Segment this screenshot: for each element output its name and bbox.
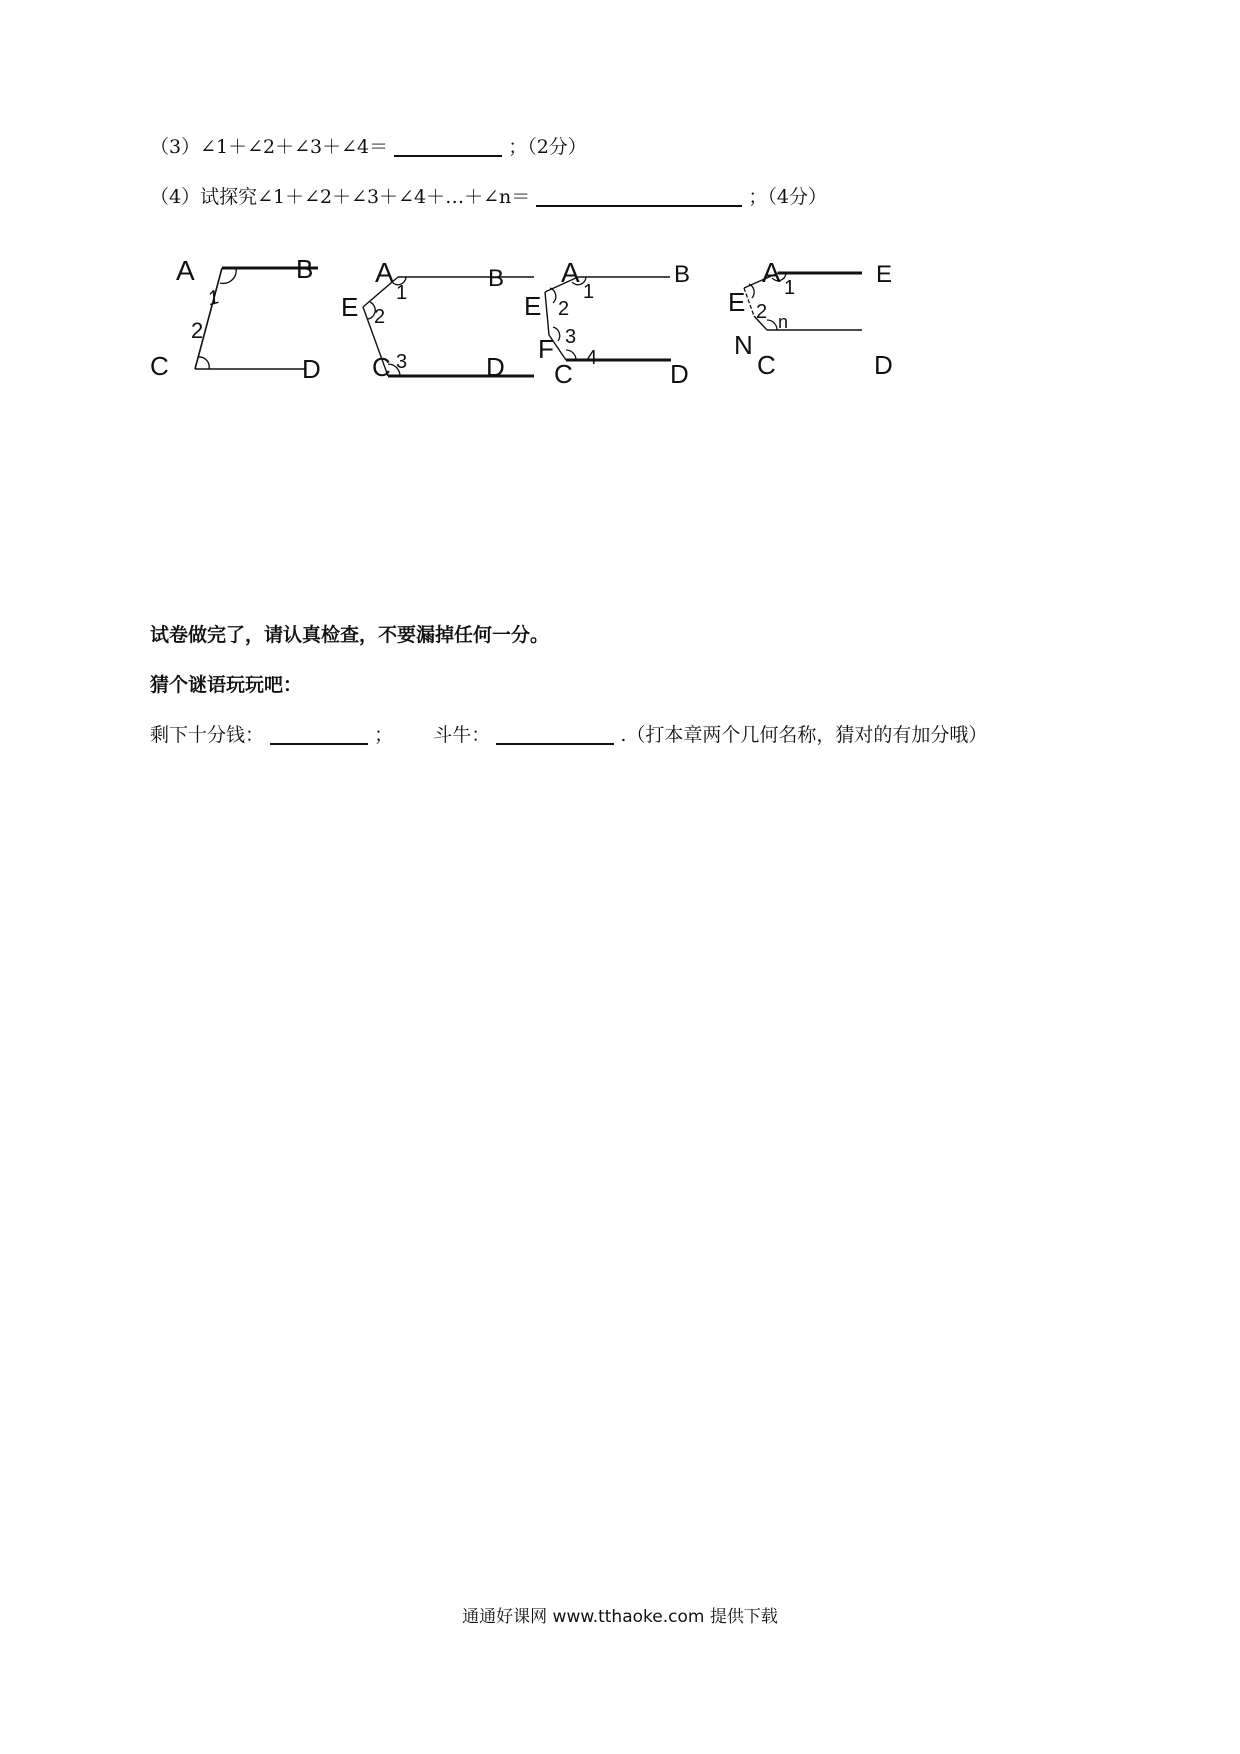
- fig2-label-c: C: [372, 352, 391, 382]
- fig2-label-b: B: [488, 265, 505, 292]
- fig1-label-b: B: [296, 254, 314, 284]
- page-footer: 通通好课网 www.tthaoke.com 提供下载: [462, 1607, 778, 1627]
- angle-figures: [150, 240, 1010, 400]
- fig1-label-a: A: [176, 255, 195, 286]
- fig3-angle-4: 4: [586, 347, 598, 369]
- riddle-2-text: 斗牛：: [433, 724, 491, 746]
- question-3: [150, 132, 587, 159]
- fig1-label-c: C: [150, 351, 169, 381]
- fig3-angle-1: 1: [583, 281, 595, 303]
- riddle-1-text: 剩下十分钱：: [150, 724, 265, 746]
- fig3-label-b: B: [674, 261, 691, 288]
- fig3-angle-3: 3: [565, 326, 577, 348]
- fig2-label-d: D: [486, 352, 505, 382]
- question-4-score: ；（4分）: [748, 186, 827, 208]
- fig4-label-b: E: [876, 261, 893, 288]
- fig2-angle-2: 2: [374, 306, 386, 328]
- fig3-label-a: A: [561, 257, 580, 288]
- fig4-label-e: E: [728, 287, 746, 317]
- fig2-label-a: A: [375, 257, 394, 288]
- answer-blank-riddle-1[interactable]: [270, 725, 368, 745]
- question-3-text: （3）∠1＋∠2＋∠3＋∠4＝: [150, 136, 389, 158]
- fig2-angle-3: 3: [396, 351, 408, 373]
- riddle-hint: .（打本章两个几何名称，猜对的有加分哦）: [620, 724, 988, 746]
- fig3-label-c: C: [554, 359, 573, 389]
- fig1-label-d: D: [302, 354, 321, 384]
- fig2-angle-1: 1: [396, 282, 408, 304]
- fig3-label-f: F: [538, 334, 554, 364]
- question-4: [150, 182, 827, 209]
- fig4-angle-1: 1: [784, 277, 796, 299]
- question-3-score: ；（2分）: [508, 136, 587, 158]
- riddle-line: [150, 720, 987, 747]
- fig4-label-d: D: [874, 350, 893, 380]
- fig4-angle-n: n: [778, 312, 789, 332]
- fig4-label-n: N: [734, 330, 753, 360]
- fig2-label-e: E: [341, 292, 359, 322]
- fig4-angle-2: 2: [756, 301, 768, 323]
- riddle-title: [150, 670, 302, 697]
- fig4-label-a: A: [762, 257, 781, 288]
- question-4-text: （4）试探究∠1＋∠2＋∠3＋∠4＋…＋∠n＝: [150, 186, 531, 208]
- fig4-label-c: C: [757, 350, 776, 380]
- fig3-angle-2: 2: [558, 298, 570, 320]
- answer-blank-riddle-2[interactable]: [496, 725, 614, 745]
- answer-blank-q4[interactable]: [536, 187, 742, 207]
- answer-blank-q3[interactable]: [394, 137, 502, 157]
- check-reminder: [150, 620, 549, 647]
- fig3-label-d: D: [670, 359, 689, 389]
- riddle-title-text: 猜个谜语玩玩吧：: [150, 674, 303, 696]
- fig1-angle-1: 1: [205, 286, 222, 311]
- riddle-separator: ；: [374, 724, 394, 746]
- fig1-angle-2: 2: [191, 318, 204, 343]
- fig3-label-e: E: [524, 291, 542, 321]
- check-reminder-text: 试卷做完了，请认真检查，不要漏掉任何一分。: [150, 624, 550, 646]
